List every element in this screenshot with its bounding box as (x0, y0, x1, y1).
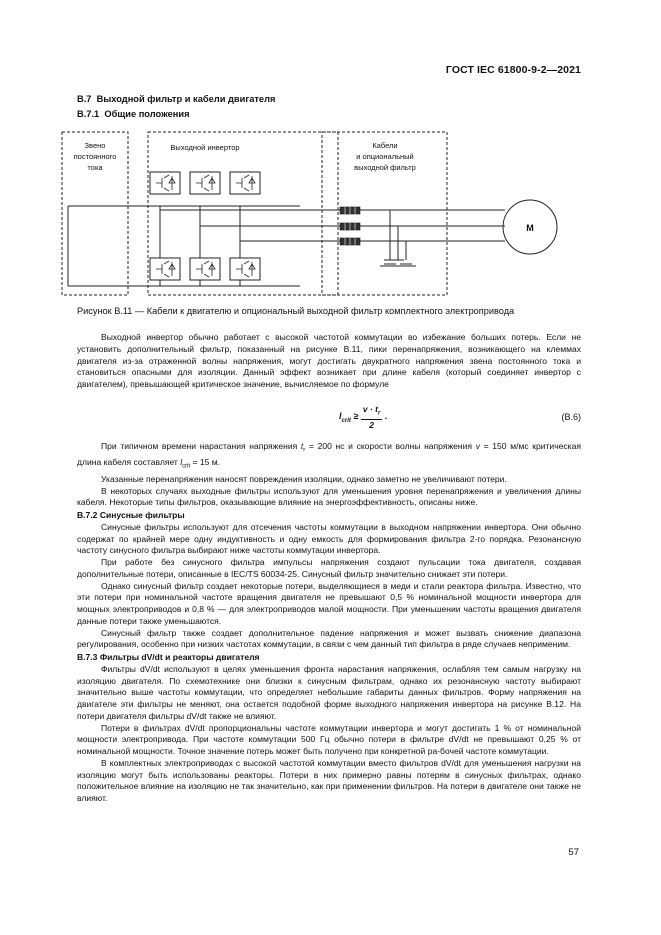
page-number: 57 (568, 847, 579, 858)
paragraph: При работе без синусного фильтра импульсы напряжения создают пульсации тока двигателя, создавая дополнительные потери, описанные в IEC/TS 60034-25. Синусный фильтр значительно снижает эти потери. (77, 557, 581, 579)
figure-caption: Рисунок B.11 — Кабели к двигателю и опциональный выходной фильтр комплектного электропривода (77, 306, 515, 316)
formula-lhs: l (339, 411, 342, 422)
switch-lower-1 (150, 258, 180, 280)
formula-num-text: v · t (362, 404, 378, 414)
subsection-title: Общие положения (104, 109, 190, 119)
subsection-title: Синусные фильтры (99, 510, 185, 521)
switch-upper-2 (190, 172, 220, 194)
switch-lower-3 (230, 258, 260, 280)
text-run: При типичном времени нарастания напряжения (101, 441, 301, 451)
document-header: ГОСТ IEC 61800-9-2—2021 (445, 64, 581, 76)
body-block-2 (77, 441, 581, 805)
symbol-l: l (180, 457, 183, 468)
paragraph: В некоторых случаях выходные фильтры используют для уменьшения уровня перенапряжения и увеличения длины кабеля. Некоторые типы фильтров, оказывающие влияние на энергоэффективность, описаны ниже. (77, 485, 581, 508)
subsection-number: B.7.2 (77, 510, 98, 521)
subsection-number: B.7.3 (77, 652, 98, 663)
paragraph: Потери в фильтрах dV/dt пропорциональны частоте коммутации инвертора и могут достигать 1 % от номинальной мощности электропривода. При частоте коммутации 500 Гц обычно потери в фильтре dV/dt не превышают 0,25 % от номинальной мощности. Точное значение потерь может быть получено при конкретной ра-бочей частоте коммутации. (77, 722, 581, 757)
dc-link-label-3: тока (87, 163, 103, 172)
formula-numerator (361, 404, 382, 420)
dc-link-label-1: Звено (84, 141, 106, 150)
section-number: B.7 (77, 94, 92, 104)
formula-num-sub: r (377, 410, 381, 417)
formula-end: . (384, 411, 388, 422)
formula-fraction (361, 404, 382, 430)
symbol-t: t (300, 441, 304, 451)
motor-label: M (526, 223, 534, 233)
switch-upper-3 (230, 172, 260, 194)
paragraph: В комплектных электроприводах с высокой частотой коммутации вместо фильтров dV/dt для уменьшения нагрузки на изоляцию могут быть использованы реакторы. Потери в них примерно равны потерям в синусных фильтрах, однако положительное влияние на изоляцию не так значительно, как при применении фильтров. На потери в двигателе они также не влияют. (77, 757, 581, 804)
switch-upper-1 (150, 172, 180, 194)
section-heading (77, 94, 275, 104)
subsection-heading-3 (77, 652, 581, 664)
symbol-sub: r (303, 447, 306, 454)
formula-denominator: 2 (369, 419, 374, 430)
paragraph: Фильтры dV/dt используют в целях уменьшения фронта нарастания напряжения, ослабляя тем самым нагрузку на изоляцию двигателя. По схемотехнике они близки к синусным фильтрам, однако их резонансную частоту выбирают значительно выше частоты коммутации, что определяет небольшие габариты данных фильтров. Форму напряжения на двигателе эти фильтры не меняют, она остается подобной форме выходного напряжения инвертора на рисунке B.12. На потери двигателя фильтры dV/dt также не влияют. (77, 663, 581, 721)
cable-label-2: и опциональный (356, 152, 414, 161)
paragraph: Однако синусный фильтр создает некоторые потери, выделяющиеся в меди и стали реактора фильтра. Известно, что эти потери при номинальной частоте вращения двигателя не превышают 0,5 % номинальной мощности инвертора для мощных электроприводов и 0,8 % — для электроприводов малой мощности. При уменьшении частоты вращения двигателя данные потери также уменьшаются. (77, 580, 581, 626)
text-run: = 150 м/мс критическая длина кабеля составляет (77, 441, 581, 468)
subsection-heading-1 (77, 109, 190, 119)
formula-expression (339, 404, 387, 430)
dc-link-label-2: постоянного (73, 152, 117, 161)
paragraph: Указанные перенапряжения наносят повреждения изоляции, однако заметно не увеличивают потери. (101, 473, 507, 484)
paragraph: Синусные фильтры используют для отсечения частоты коммутации в выходном напряжении инвертора. Они обычно содержат по крайней мере одну индуктивность и одну емкость для формирования фильтра 2-го порядка. Резонансную частоту синусного фильтра выбирают ниже частоты коммутации инвертора. (77, 521, 581, 556)
cable-label-3: выходной фильтр (354, 163, 416, 172)
paragraph: Синусный фильтр также создает дополнительное падение напряжения и может вызвать снижение диапазона регулирования, особенно при низких частотах коммутации, в связи с чем данный тип фильтра в ряде случаев неприменим. (77, 627, 581, 650)
body-block-1 (77, 332, 581, 391)
subsection-number: B.7.1 (77, 109, 100, 119)
symbol-sub: crit (182, 464, 191, 471)
paragraph: Выходной инвертор обычно работает с высокой частотой коммутации во избежание больших потерь. Если не установить дополнительный фильтр, показанный на рисунке B.11, пики перенапряжения, возникающего на клеммах двигателя из-за отраженной волны напряжения, могут достигать двукратного напряжения звена постоянного тока и становиться опасными для изоляции. Данный эффект возникает при длине кабеля (который соединяет инвертор с двигателем), превышающей критическое значение, вычисляемое по формуле (77, 332, 581, 389)
cable-label-1: Кабели (372, 141, 398, 150)
formula-lhs-sub: crit (341, 418, 351, 425)
formula-relation: ≥ (353, 411, 359, 422)
text-run: = 15 м. (190, 457, 221, 468)
paragraph (77, 441, 581, 474)
switch-lower-2 (190, 258, 220, 280)
equation-number: (B.6) (561, 412, 581, 422)
formula-b6 (77, 402, 581, 432)
inverter-label: Выходной инвертор (170, 143, 240, 152)
subsection-heading-2 (77, 510, 581, 522)
section-title: Выходной фильтр и кабели двигателя (96, 94, 276, 104)
subsection-title: Фильтры dV/dt и реакторы двигателя (99, 652, 260, 663)
symbol-v: v (475, 441, 480, 451)
circuit-diagram (60, 128, 580, 300)
text-run: = 200 нс и скорости волны напряжения (305, 441, 476, 451)
